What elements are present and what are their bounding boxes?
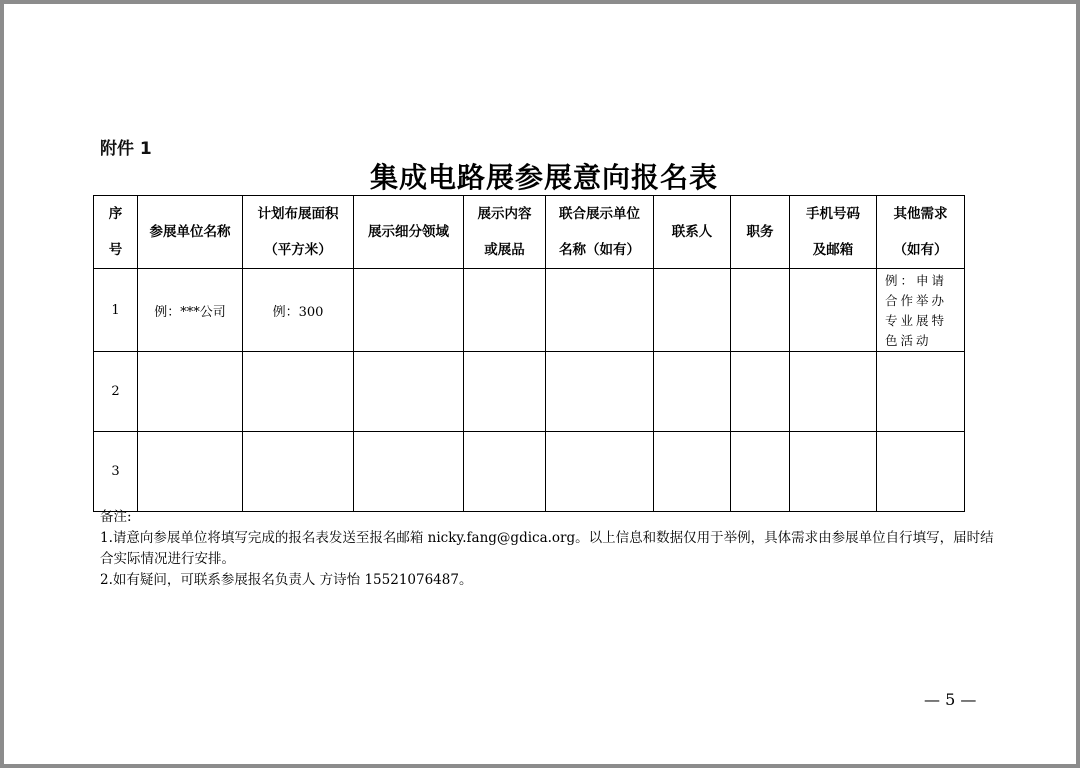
table-cell bbox=[654, 269, 731, 352]
header-line: 参展单位名称 bbox=[149, 224, 231, 240]
header-line: 及邮箱 bbox=[812, 242, 854, 258]
table-cell bbox=[546, 432, 654, 512]
form-title: 集成电路展参展意向报名表 bbox=[369, 161, 718, 194]
table-cell bbox=[731, 352, 790, 432]
remarks-line-1: 1.请意向参展单位将填写完成的报名表发送至报名邮箱 nicky.fang@gdica.org。以上信息和数据仅用于举例，具体需求由参展单位自行填写，届时结合实际情况进行安排。 bbox=[100, 530, 994, 567]
table-header-row bbox=[94, 196, 965, 269]
table-cell bbox=[464, 352, 546, 432]
table-cell bbox=[464, 269, 546, 352]
header-line: 展示内容 bbox=[477, 206, 532, 222]
table-cell bbox=[731, 269, 790, 352]
header-line: 其他需求 bbox=[893, 206, 948, 222]
table-row bbox=[94, 432, 965, 512]
annex-label: 附件 1 bbox=[100, 139, 152, 159]
header-contact bbox=[654, 196, 731, 269]
header-line: 名称（如有） bbox=[559, 242, 640, 258]
header-line: 职务 bbox=[746, 224, 774, 240]
header-exhibits bbox=[464, 196, 546, 269]
table-cell: 例：300 bbox=[243, 269, 354, 352]
table-cell bbox=[654, 352, 731, 432]
table-cell bbox=[243, 352, 354, 432]
table-cell bbox=[731, 432, 790, 512]
header-line: （如有） bbox=[893, 242, 948, 258]
table-cell bbox=[464, 432, 546, 512]
table-row bbox=[94, 352, 965, 432]
table-cell bbox=[877, 352, 965, 432]
table-cell bbox=[354, 352, 464, 432]
table-cell bbox=[354, 432, 464, 512]
table-cell bbox=[546, 269, 654, 352]
table-cell: 例：***公司 bbox=[138, 269, 243, 352]
table-cell bbox=[138, 352, 243, 432]
header-phone-email bbox=[790, 196, 877, 269]
table-cell: 例：申请合作举办专业展特色活动 bbox=[877, 269, 965, 352]
header-line: 联系人 bbox=[671, 224, 713, 240]
table-cell bbox=[546, 352, 654, 432]
header-line: 序 bbox=[108, 206, 123, 222]
header-seq bbox=[94, 196, 138, 269]
table-cell bbox=[790, 269, 877, 352]
header-line: （平方米） bbox=[264, 242, 332, 258]
table-cell bbox=[354, 269, 464, 352]
header-field bbox=[354, 196, 464, 269]
table-cell bbox=[138, 432, 243, 512]
table-cell: 3 bbox=[94, 432, 138, 512]
header-line: 计划布展面积 bbox=[257, 206, 339, 222]
header-exhibitor-name bbox=[138, 196, 243, 269]
table-cell: 2 bbox=[94, 352, 138, 432]
header-line: 或展品 bbox=[484, 242, 525, 258]
header-line: 联合展示单位 bbox=[559, 206, 640, 222]
remarks-section bbox=[100, 507, 1000, 591]
header-line: 手机号码 bbox=[806, 206, 860, 222]
page-number: — 5 — bbox=[924, 690, 977, 709]
header-position bbox=[731, 196, 790, 269]
header-joint-exhibitor bbox=[546, 196, 654, 269]
table-row bbox=[94, 269, 965, 352]
registration-table bbox=[93, 195, 965, 512]
header-line: 展示细分领域 bbox=[368, 224, 449, 240]
header-planned-area bbox=[243, 196, 354, 269]
table-cell bbox=[877, 432, 965, 512]
table-cell bbox=[243, 432, 354, 512]
table-cell bbox=[790, 432, 877, 512]
table-cell bbox=[790, 352, 877, 432]
table-cell: 1 bbox=[94, 269, 138, 352]
remarks-line-2: 2.如有疑问，可联系参展报名负责人 方诗怡 15521076487。 bbox=[100, 572, 473, 588]
table-cell bbox=[654, 432, 731, 512]
header-other-needs bbox=[877, 196, 965, 269]
remarks-heading: 备注: bbox=[100, 509, 132, 525]
header-line: 号 bbox=[108, 242, 123, 258]
